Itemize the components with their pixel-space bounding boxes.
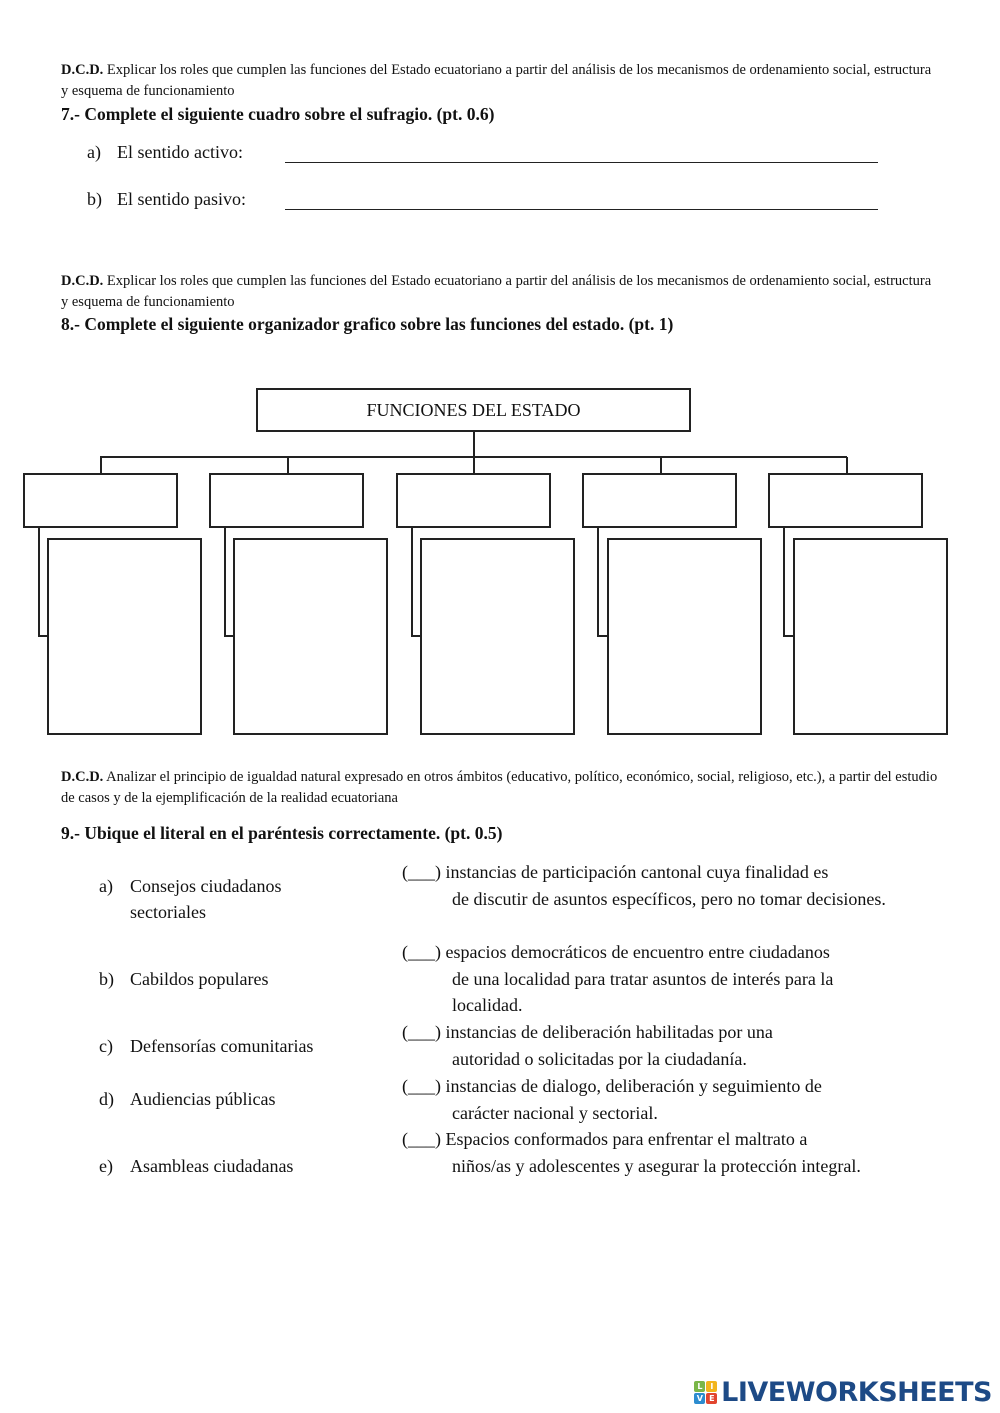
connector xyxy=(473,431,475,457)
function-box[interactable] xyxy=(396,473,551,528)
connector xyxy=(783,527,785,637)
option-label: Audiencias públicas xyxy=(130,1089,276,1109)
connector xyxy=(846,457,848,474)
option-letter: a) xyxy=(99,876,113,896)
option-letter: b) xyxy=(99,969,114,989)
root-box: FUNCIONES DEL ESTADO xyxy=(256,388,691,432)
description-text: de discutir de asuntos específicos, pero no tomar decisiones. xyxy=(452,888,886,909)
connector xyxy=(597,635,607,637)
question-8-title: 8.- Complete el siguiente organizador grafico sobre las funciones del estado. (pt. 1) xyxy=(61,314,674,334)
description-text: instancias de dialogo, deliberación y seguimiento de xyxy=(441,1076,822,1096)
connector xyxy=(411,527,413,637)
option-letter: c) xyxy=(99,1036,113,1056)
function-box[interactable] xyxy=(23,473,178,528)
description-text: espacios democráticos de encuentro entre ciudadanos xyxy=(441,942,830,962)
function-detail-box[interactable] xyxy=(420,538,575,735)
dcd-text: Explicar los roles que cumplen las funciones del Estado ecuatoriano a partir del análisis de los mecanismos de ordenamiento social, estructura y esquema de funcionamiento xyxy=(61,273,932,310)
dcd-label: D.C.D. xyxy=(61,769,104,785)
description-item xyxy=(402,859,902,912)
description-text: carácter nacional y sectorial. xyxy=(452,1102,658,1123)
option-letter: d) xyxy=(99,1089,114,1109)
answer-line-active[interactable] xyxy=(285,162,878,163)
description-text: autoridad o solicitadas por la ciudadanía. xyxy=(452,1048,747,1069)
description-item xyxy=(402,939,902,1019)
answer-blank[interactable]: (___) xyxy=(402,942,441,962)
option-label: Defensorías comunitarias xyxy=(130,1036,314,1056)
answer-line-passive[interactable] xyxy=(285,209,878,210)
description-item xyxy=(402,1073,902,1126)
connector xyxy=(224,527,226,637)
answer-blank[interactable]: (___) xyxy=(402,1022,441,1042)
logo-text: LIVEWORKSHEETS xyxy=(721,1377,992,1408)
function-box[interactable] xyxy=(209,473,364,528)
description-text: de una localidad para tratar asuntos de interés para la localidad. xyxy=(452,968,834,1015)
logo-badge-icon: L I V E xyxy=(694,1381,717,1404)
function-box[interactable] xyxy=(768,473,923,528)
question-9-title: 9.- Ubique el literal en el paréntesis correctamente. (pt. 0.5) xyxy=(61,823,503,843)
description-text: Espacios conformados para enfrentar el maltrato a xyxy=(441,1129,808,1149)
function-box[interactable] xyxy=(582,473,737,528)
connector xyxy=(100,457,102,474)
item-label: El sentido activo: xyxy=(117,142,243,162)
dcd-q7 xyxy=(61,60,941,102)
description-text: instancias de deliberación habilitadas por una xyxy=(441,1022,773,1042)
description-text: niños/as y adolescentes y asegurar la protección integral. xyxy=(452,1155,861,1176)
option-label: Asambleas ciudadanas xyxy=(130,1156,294,1176)
function-detail-box[interactable] xyxy=(607,538,762,735)
connector xyxy=(660,457,662,474)
description-item xyxy=(402,1019,902,1072)
function-detail-box[interactable] xyxy=(233,538,388,735)
item-label: El sentido pasivo: xyxy=(117,189,246,209)
option-letter: e) xyxy=(99,1156,113,1176)
connector xyxy=(783,635,793,637)
connector xyxy=(597,527,599,637)
question-7-title: 7.- Complete el siguiente cuadro sobre el sufragio. (pt. 0.6) xyxy=(61,104,495,124)
dcd-label: D.C.D. xyxy=(61,273,104,289)
answer-blank[interactable]: (___) xyxy=(402,1129,441,1149)
option-label: Consejos ciudadanos sectoriales xyxy=(130,876,282,922)
description-text: instancias de participación cantonal cuya finalidad es xyxy=(441,862,829,882)
answer-blank[interactable]: (___) xyxy=(402,862,441,882)
dcd-label: D.C.D. xyxy=(61,62,104,78)
function-detail-box[interactable] xyxy=(47,538,202,735)
option-label: Cabildos populares xyxy=(130,969,269,989)
function-detail-box[interactable] xyxy=(793,538,948,735)
description-item xyxy=(402,1126,902,1179)
answer-blank[interactable]: (___) xyxy=(402,1076,441,1096)
dcd-q9 xyxy=(61,767,941,809)
connector xyxy=(473,457,475,474)
dcd-q8 xyxy=(61,271,941,313)
item-letter: b) xyxy=(87,189,102,209)
dcd-text: Analizar el principio de igualdad natural expresado en otros ámbitos (educativo, político, económico, social, religioso, etc.), a partir del estudio de casos y de la ejemplificación de la realidad ecuatoriana xyxy=(61,769,938,806)
dcd-text: Explicar los roles que cumplen las funciones del Estado ecuatoriano a partir del análisis de los mecanismos de ordenamiento social, estructura y esquema de funcionamiento xyxy=(61,62,932,99)
connector xyxy=(287,457,289,474)
connector xyxy=(38,527,40,637)
item-letter: a) xyxy=(87,142,101,162)
liveworksheets-logo xyxy=(694,1377,992,1408)
